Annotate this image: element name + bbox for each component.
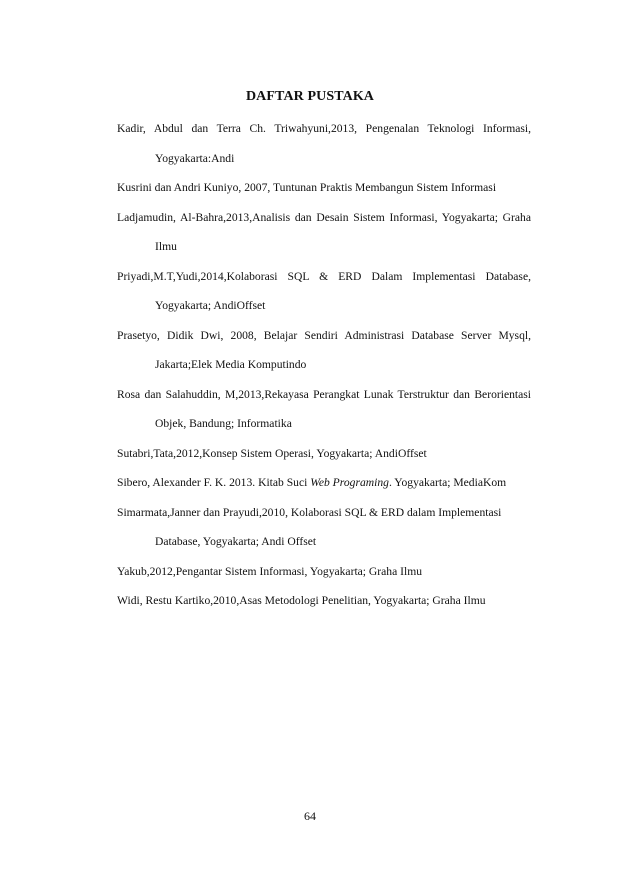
reference-entry-rosa: Rosa dan Salahuddin, M,2013,Rekayasa Perangkat Lunak Terstruktur dan Berorientasi Objek, Bandung; Informatika: [117, 387, 531, 430]
reference-entry-widi: Widi, Restu Kartiko,2010,Asas Metodologi Penelitian, Yogyakarta; Graha Ilmu: [117, 594, 486, 607]
reference-entry-simarmata: Simarmata,Janner dan Prayudi,2010, Kolaborasi SQL & ERD dalam Implementasi Database, Yogyakarta; Andi Offset: [117, 505, 502, 548]
reference-sibero-italic-title: Web Programing: [310, 476, 389, 489]
reference-entry-ladjamudin: Ladjamudin, Al-Bahra,2013,Analisis dan Desain Sistem Informasi, Yogyakarta; Graha Ilmu: [117, 210, 531, 253]
reference-entry-yakub: Yakub,2012,Pengantar Sistem Informasi, Yogyakarta; Graha Ilmu: [117, 564, 423, 578]
reference-entry-priyadi: Priyadi,M.T,Yudi,2014,Kolaborasi SQL & ERD Dalam Implementasi Database, Yogyakarta; AndiOffset: [117, 269, 531, 312]
reference-sibero-before: Sibero, Alexander F. K. 2013. Kitab Suci: [117, 476, 311, 489]
page-title: DAFTAR PUSTAKA: [245, 89, 375, 104]
reference-entry-sutabri: Sutabri,Tata,2012,Konsep Sistem Operasi, Yogyakarta; AndiOffset: [117, 446, 427, 460]
reference-entry-kadir: Kadir, Abdul dan Terra Ch. Triwahyuni,2013, Pengenalan Teknologi Informasi, Yogyakarta:Andi: [117, 122, 531, 165]
reference-list: [117, 114, 531, 616]
reference-entry-prasetyo: Prasetyo, Didik Dwi, 2008, Belajar Sendiri Administrasi Database Server Mysql, Jakarta;Elek Media Komputindo: [117, 328, 531, 371]
reference-entry-sibero: [117, 468, 531, 498]
reference-sibero-after: . Yogyakarta; MediaKom: [388, 476, 507, 489]
page-number: 64: [304, 809, 316, 823]
reference-entry-kusrini: Kusrini dan Andri Kuniyo, 2007, Tuntunan Praktis Membangun Sistem Informasi: [117, 181, 497, 194]
